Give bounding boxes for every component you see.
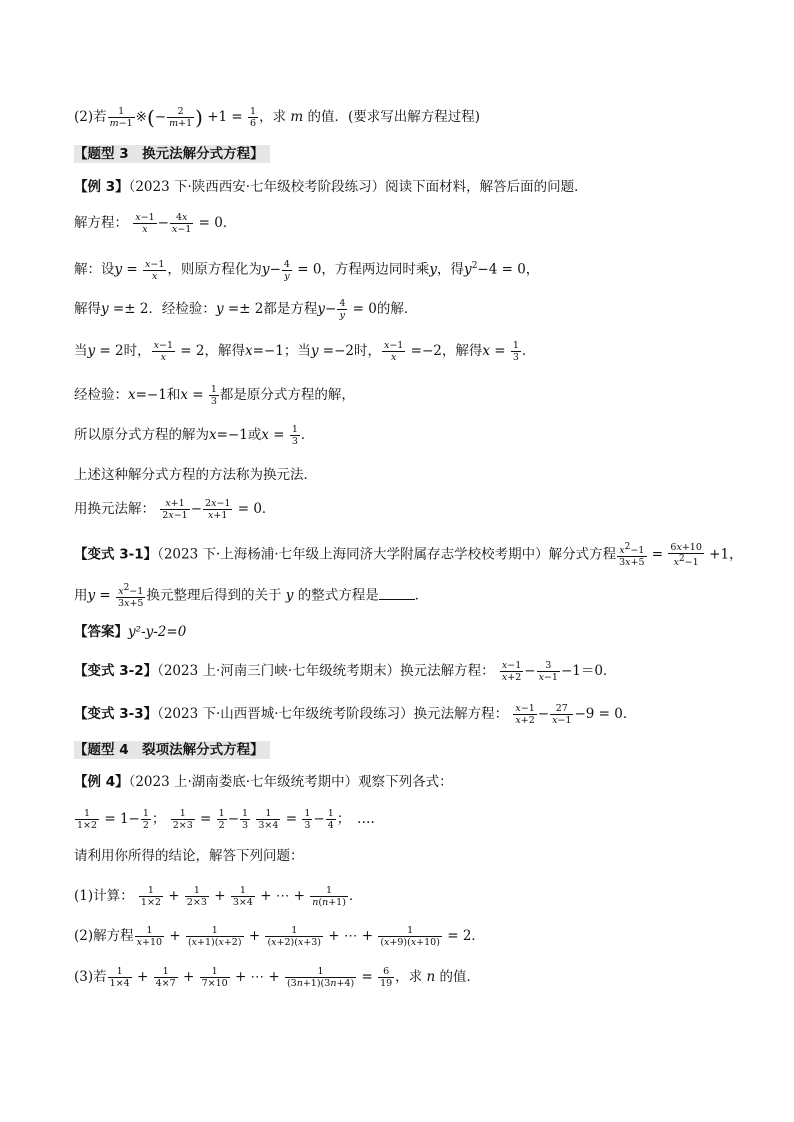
question-2-line: (2)若 $\frac{1}{m-1}$ ※(− $\frac{2}{m+1}$ ) +1 = $\frac{1}{6}$ ，求 m 的值．(要求写出解方程过程) [74, 105, 481, 130]
check-line: 经检验：x=−1和x = $\frac{1}{3}$ 都是原分式方程的解， [74, 384, 355, 407]
example-3-intro: 【例 3】（2023 下·陕西西安·七年级校考阶段练习）阅读下面材料，解答后面的问题． [74, 179, 588, 195]
variant-3-3: 【变式 3-3】（2023 下·山西晋城·七年级统考阶段练习）换元法解方程： $\frac{x-1}{x+2}$ − $\frac{27}{x-1}$ −9 = 0． [74, 703, 637, 726]
conclusion-line: 所以原分式方程的解为x=−1或x = $\frac{1}{3}$ ． [74, 424, 315, 447]
solution-line-3: 当y = 2时， $\frac{x-1}{x}$ = 2，解得x=−1；当y =−2时， $\frac{x-1}{x}$ =−2，解得x = $\frac{1}{3}$ ． [74, 340, 536, 363]
solution-line-2: 解得y =± 2．经检验：y =± 2都是方程y− $\frac{4}{y}$ = 0的解． [74, 298, 418, 321]
variant-3-1-line-2: 用y = $\frac{x^2-1}{3x+5}$ 换元整理后得到的关于 y 的整式方程是 ． [74, 583, 429, 610]
example-4-part-3: (3)若 $\frac{1}{1\times 4}$ + $\frac{1}{4\times 7}$ + $\frac{1}{7\times 10}$ + ⋯ + $\frac{1}{(3n+1)(3n+4)}$ = $\frac{6}{19}$ ，求 n 的值． [74, 966, 480, 989]
variant-3-1-line-1: 【变式 3-1】（2023 下·上海杨浦·七年级上海同济大学附属存志学校校考期中）解分式方程 $\frac{x^2-1}{3x+5}$ = $\frac{6x+10}{x^2-1}$ +1， [74, 542, 743, 569]
example-4-part-1: (1)计算： $\frac{1}{1\times 2}$ + $\frac{1}{2\times 3}$ + $\frac{1}{3\times 4}$ + ⋯ + $\frac{1}{n(n+1)}$ ． [74, 885, 363, 908]
solution-line-1: 解：设y = $\frac{x-1}{x}$ ，则原方程化为y− $\frac{4}{y}$ = 0，方程两边同时乘y，得$y^2-4 = 0$， [74, 258, 540, 282]
answer-blank [379, 585, 415, 600]
variant-3-2: 【变式 3-2】（2023 上·河南三门峡·七年级统考期末）换元法解方程： $\frac{x-1}{x+2}$ − $\frac{3}{x-1}$ −1＝0． [74, 660, 617, 683]
section-heading-type-4: 【题型 4 裂项法解分式方程】 [74, 740, 270, 760]
example-4-prompt: 请利用你所得的结论，解答下列问题： [74, 848, 304, 864]
method-note: 上述这种解分式方程的方法称为换元法． [74, 467, 317, 483]
variant-3-1-answer: 【答案】y²-y-2=0 [74, 624, 187, 640]
example-3-equation: 解方程： $\frac{x-1}{x}$ − $\frac{4x}{x-1}$ = 0． [74, 212, 237, 235]
example-4-part-2: (2)解方程 $\frac{1}{x+10}$ + $\frac{1}{(x+1)(x+2)}$ + $\frac{1}{(x+2)(x+3)}$ + ⋯ + $\frac{1}{(x+9)(x+10)}$ = 2． [74, 925, 485, 948]
example-4-intro: 【例 4】（2023 上·湖南娄底·七年级统考期中）观察下列各式： [74, 774, 453, 790]
section-heading-type-3: 【题型 3 换元法解分式方程】 [74, 144, 270, 164]
observation-line: $\frac{1}{1\times 2}$ = 1− $\frac{1}{2}$ ； $\frac{1}{2\times 3}$ = $\frac{1}{2}$ − $\frac{1}{3}$ $\frac{1}{3\times 4}$ = $\frac{1}{3}$ − $\frac{1}{4}$ ； …. [77, 808, 375, 831]
example-3-task: 用换元法解： $\frac{x+1}{2x-1}$ − $\frac{2x-1}{x+1}$ = 0． [74, 498, 276, 521]
